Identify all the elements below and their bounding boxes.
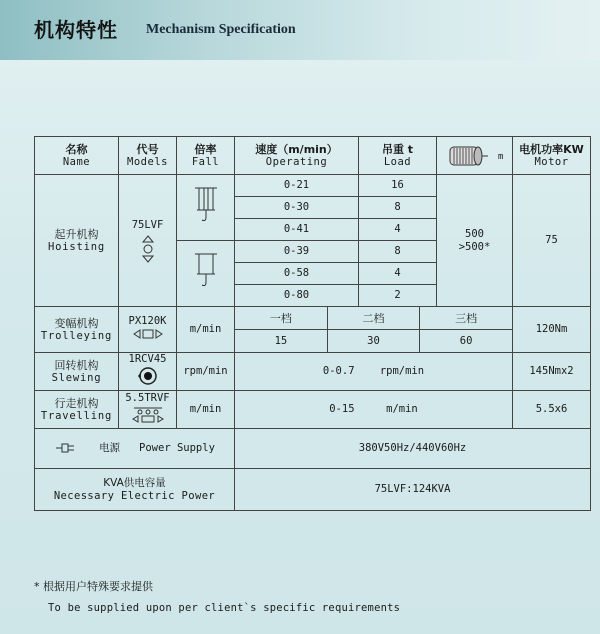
header-band [0,0,600,60]
travelling-value-cell: 0-15 m/min [235,391,513,429]
table-cell: 8 [359,241,437,263]
table-cell: 0-58 [235,263,359,285]
slewing-motor-cell: 145Nmx2 [513,353,591,391]
column-header: 名称 Name [35,137,119,175]
column-header: 倍率 Fall [177,137,235,175]
table-cell: 4 [359,219,437,241]
power-supply-label-cell: 电源 Power Supply [35,429,235,469]
column-header: 电机功率KW Motor [513,137,591,175]
gear-value: 60 [459,334,473,347]
footnote-cn: * 根据用户特殊要求提供 [34,580,153,593]
table-row-necessary-power [35,469,591,511]
table-row-hoisting [35,175,591,197]
table-cell: 16 [359,175,437,197]
fall-2-cell [177,175,235,241]
spec-table [34,136,591,511]
gear-label: 一档 [235,307,327,329]
page-title-cn: 机构特性 [34,18,118,42]
trolleying-model-cell: PX120K [119,307,177,353]
footnote-en: To be supplied upon per client`s specific requirements [48,602,401,614]
hoisting-model-cell: 75LVF [119,175,177,307]
two-fall-hook-icon [191,184,221,228]
slewing-value-cell: 0-0.7 rpm/min [235,353,513,391]
necessary-power-value-cell: 75LVF:124KVA [235,469,591,511]
hoist-up-down-icon [141,235,155,263]
table-header-row [35,137,591,175]
hoisting-motor-cell: 75 [513,175,591,307]
travelling-model-cell: 5.5TRVF [119,391,177,429]
gear-value: 30 [327,330,419,352]
hoisting-name-cell: 起升机构 Hoisting [35,175,119,307]
travelling-name-cell: 行走机构 Travelling [35,391,119,429]
table-cell: 0-21 [235,175,359,197]
travel-wheels-icon [131,405,165,423]
hoisting-height-cell: 500 >500* [437,175,513,307]
trolley-left-right-icon [132,328,164,340]
column-header: 吊重 t Load [359,137,437,175]
table-row-travelling [35,391,591,429]
table-cell: 4 [359,263,437,285]
table-cell: 0-30 [235,197,359,219]
table-cell: 2 [359,285,437,307]
gear-label: 二档 [327,307,419,329]
trolleying-values-cell [235,330,513,353]
slewing-unit-cell: rpm/min [177,353,235,391]
gear-label: 三档 [455,311,478,325]
power-plug-icon [54,442,80,454]
single-fall-hook-icon [191,250,221,294]
necessary-power-label-cell: KVA供电容量 Necessary Electric Power [35,469,235,511]
table-cell: 0-80 [235,285,359,307]
trolleying-name-cell: 变幅机构 Trolleying [35,307,119,353]
table-row-power-supply [35,429,591,469]
table-cell: 0-39 [235,241,359,263]
slewing-model-cell: 1RCV45 [119,353,177,391]
column-header-height: m [437,137,513,175]
slewing-rotation-icon [137,366,159,386]
table-row-slewing [35,353,591,391]
trolleying-motor-cell: 120Nm [513,307,591,353]
gear-value: 15 [235,330,327,352]
slewing-name-cell: 回转机构 Slewing [35,353,119,391]
table-row-trolleying [35,307,591,330]
column-header: 代号 Models [119,137,177,175]
travelling-motor-cell: 5.5x6 [513,391,591,429]
trolleying-gears-cell [235,307,513,330]
cable-drum-icon [446,144,492,168]
table-cell: 8 [359,197,437,219]
fall-1-cell [177,241,235,307]
power-supply-value-cell: 380V50Hz/440V60Hz [235,429,591,469]
travelling-unit-cell: m/min [177,391,235,429]
table-cell: 0-41 [235,219,359,241]
trolleying-unit-cell: m/min [177,307,235,353]
column-header: 速度（m/min） Operating [235,137,359,175]
page-title-en: Mechanism Specification [146,22,296,37]
